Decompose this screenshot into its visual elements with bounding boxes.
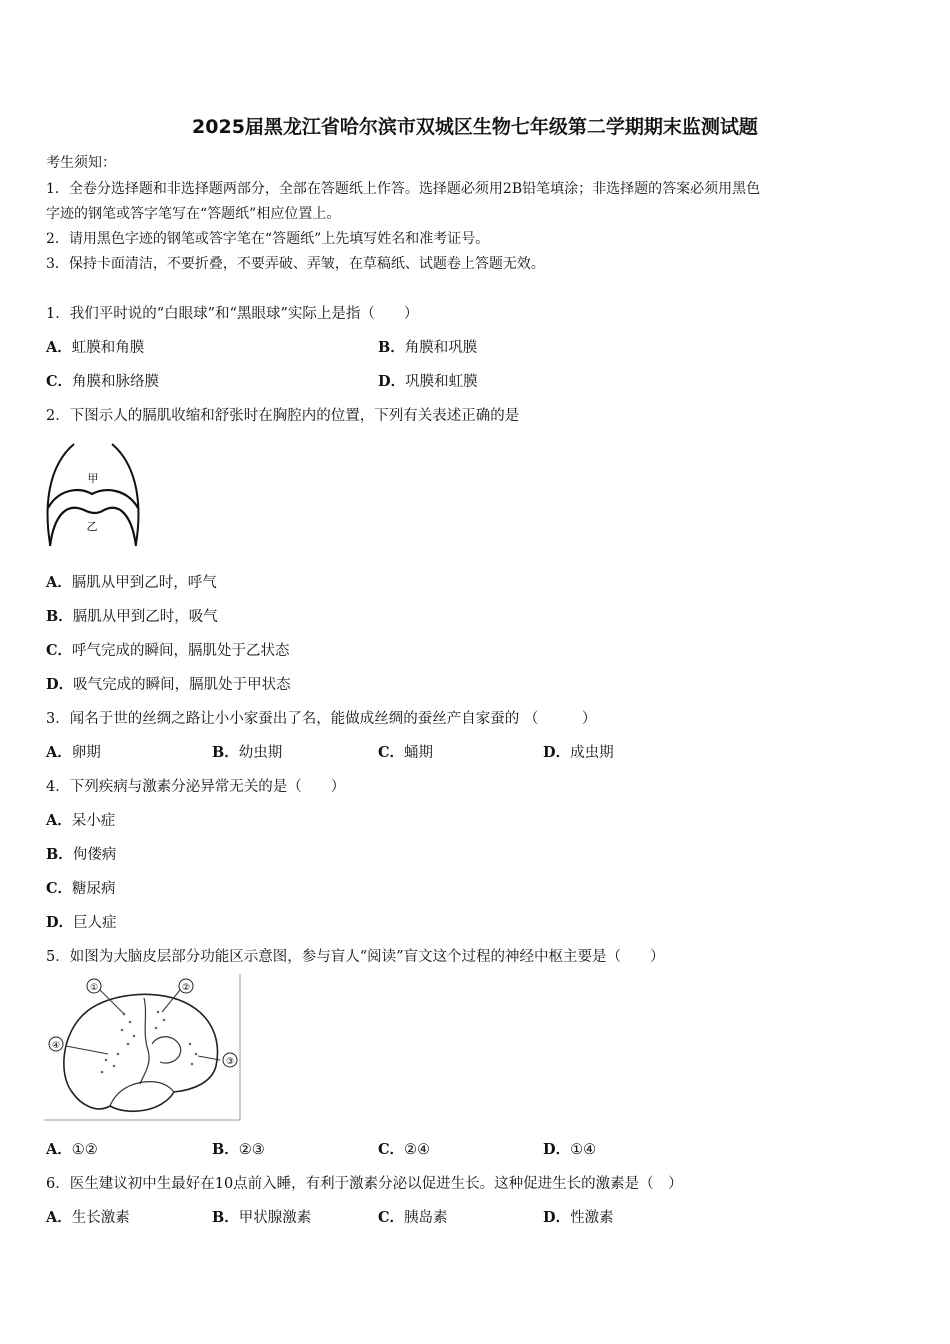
question-1-stem: 1．我们平时说的“白眼球”和“黑眼球”实际上是指（ ）	[46, 306, 419, 322]
question-6-stem: 6．医生建议初中生最好在10点前入睡，有利于激素分泌以促进生长。这种促进生长的激素是（ ）	[46, 1176, 683, 1192]
brain-label-4: ④	[51, 1041, 61, 1051]
question-6-option-d: D．性激素	[543, 1209, 614, 1226]
page-title: 2025届黑龙江省哈尔滨市双城区生物七年级第二学期期末监测试题	[192, 116, 758, 138]
question-5-option-a: A．①②	[46, 1141, 98, 1158]
question-3-option-b: B．幼虫期	[212, 744, 283, 761]
question-2-option-c: C．呼气完成的瞬间，膈肌处于乙状态	[46, 642, 290, 659]
question-5-stem: 5．如图为大脑皮层部分功能区示意图，参与盲人“阅读”盲文这个过程的神经中枢主要是（ ）	[46, 949, 665, 965]
question-4-option-a: A．呆小症	[46, 812, 116, 829]
question-3-option-c: C．蛹期	[378, 744, 434, 761]
brain-outline	[64, 994, 218, 1111]
question-3-option-d: D．成虫期	[543, 744, 614, 761]
diagram-label-top: 甲	[87, 472, 99, 485]
question-3-stem: 3．闻名于世的丝绸之路让小小家蚕出了名，能做成丝绸的蚕丝产自家蚕的 （ ）	[46, 711, 597, 727]
question-6-option-b: B．甲状腺激素	[212, 1209, 312, 1226]
diaphragm-curve-top	[48, 490, 138, 508]
question-2-option-a: A．膈肌从甲到乙时，呼气	[46, 574, 217, 591]
brain-label-1: ①	[89, 983, 99, 993]
question-5-option-d: D．①④	[543, 1141, 597, 1158]
notice-item-3: 3．保持卡面清洁，不要折叠，不要弄破、弄皱，在草稿纸、试题卷上答题无效。	[46, 256, 545, 272]
question-4-stem: 4．下列疾病与激素分泌异常无关的是（ ）	[46, 779, 346, 795]
speckled-regions	[101, 1011, 198, 1074]
notice-heading: 考生须知：	[46, 155, 116, 171]
notice-item-2: 2．请用黑色字迹的钢笔或答字笔在“答题纸”上先填写姓名和准考证号。	[46, 231, 490, 247]
question-5-option-c: C．②④	[378, 1141, 431, 1158]
question-4-option-c: C．糖尿病	[46, 880, 116, 897]
question-4-option-b: B．佝偻病	[46, 846, 117, 863]
question-3-option-a: A．卵期	[46, 744, 101, 761]
brain-cortex-diagram	[44, 974, 242, 1122]
notice-item-1-line-1: 1．全卷分选择题和非选择题两部分，全部在答题纸上作答。选择题必须用2B铅笔填涂；非选择题的答案必须用黑色	[46, 181, 761, 197]
brain-label-3: ③	[225, 1057, 235, 1067]
question-2-option-b: B．膈肌从甲到乙时，吸气	[46, 608, 218, 625]
question-5-option-b: B．②③	[212, 1141, 265, 1158]
question-4-option-d: D．巨人症	[46, 914, 117, 931]
question-1-option-b: B．角膜和巩膜	[378, 339, 478, 356]
question-6-option-a: A．生长激素	[46, 1209, 130, 1226]
question-6-option-c: C．胰岛素	[378, 1209, 448, 1226]
question-1-option-c: C．角膜和脉络膜	[46, 373, 160, 390]
question-2-option-d: D．吸气完成的瞬间，膈肌处于甲状态	[46, 676, 291, 693]
question-1-option-a: A．虹膜和角膜	[46, 339, 145, 356]
brain-label-2: ②	[181, 983, 191, 993]
notice-item-1-line-2: 字迹的钢笔或答字笔写在“答题纸”相应位置上。	[46, 206, 341, 222]
diagram-label-bottom: 乙	[86, 520, 98, 533]
diaphragm-diagram	[44, 436, 142, 548]
question-1-option-d: D．巩膜和虹膜	[378, 373, 478, 390]
question-2-stem: 2．下图示人的膈肌收缩和舒张时在胸腔内的位置，下列有关表述正确的是	[46, 408, 520, 424]
